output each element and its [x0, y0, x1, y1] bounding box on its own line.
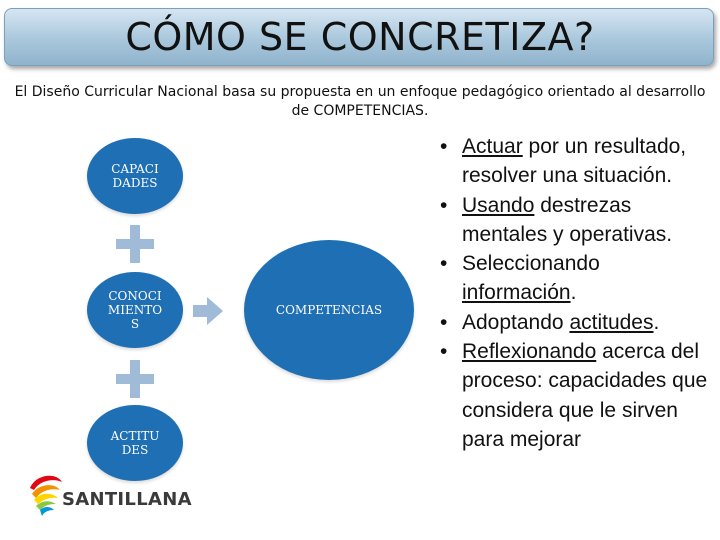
- node-competencias-label: COMPETENCIAS: [275, 303, 383, 317]
- node-conocimientos-line3: S: [130, 317, 140, 331]
- plus-icon: [116, 360, 154, 398]
- list-item: [438, 337, 718, 454]
- node-conocimientos-line1: CONOCI: [108, 289, 162, 303]
- bullet-keyword: Actuar: [462, 135, 523, 158]
- node-conocimientos: [87, 272, 183, 348]
- node-capacidades-line1: CAPACI: [111, 162, 159, 176]
- santillana-logo-text: SANTILLANA: [62, 489, 192, 510]
- list-item: [438, 249, 718, 308]
- bullet-text: .: [570, 281, 577, 305]
- list-item: [438, 308, 718, 337]
- node-capacidades: [87, 138, 183, 214]
- page-title: CÓMO SE CONCRETIZA?: [125, 15, 595, 59]
- node-actitudes-line2: DES: [121, 443, 149, 457]
- bullet-keyword: actitudes: [569, 310, 654, 334]
- bullet-keyword: Reflexionando: [462, 340, 597, 364]
- bullet-text: por un resultado, resolver una situación.: [462, 135, 687, 188]
- bullet-prefix: Seleccionando: [462, 252, 600, 276]
- node-competencias: [244, 240, 414, 380]
- intro-text: El Diseño Curricular Nacional basa su propuesta en un enfoque pedagógico orientado al desarrollo de COMPETENCIAS.: [14, 84, 706, 119]
- bullet-text: acerca del proceso: capacidades que considera que le sirven para mejorar: [462, 340, 708, 451]
- node-actitudes-line1: ACTITU: [110, 429, 160, 443]
- bullet-text: .: [653, 310, 660, 334]
- bullet-keyword: información: [462, 281, 571, 305]
- node-conocimientos-line2: MIENTO: [107, 303, 163, 317]
- list-item: [438, 191, 718, 250]
- list-item: [438, 132, 718, 191]
- bullet-text: destrezas mentales y operativas.: [462, 193, 673, 246]
- node-capacidades-line2: DADES: [112, 176, 158, 190]
- bullet-prefix: Adoptando: [462, 310, 570, 334]
- plus-icon: [116, 225, 154, 263]
- bullet-keyword: Usando: [462, 193, 535, 217]
- arrow-right-icon: [193, 297, 223, 325]
- bullet-list: [438, 132, 718, 454]
